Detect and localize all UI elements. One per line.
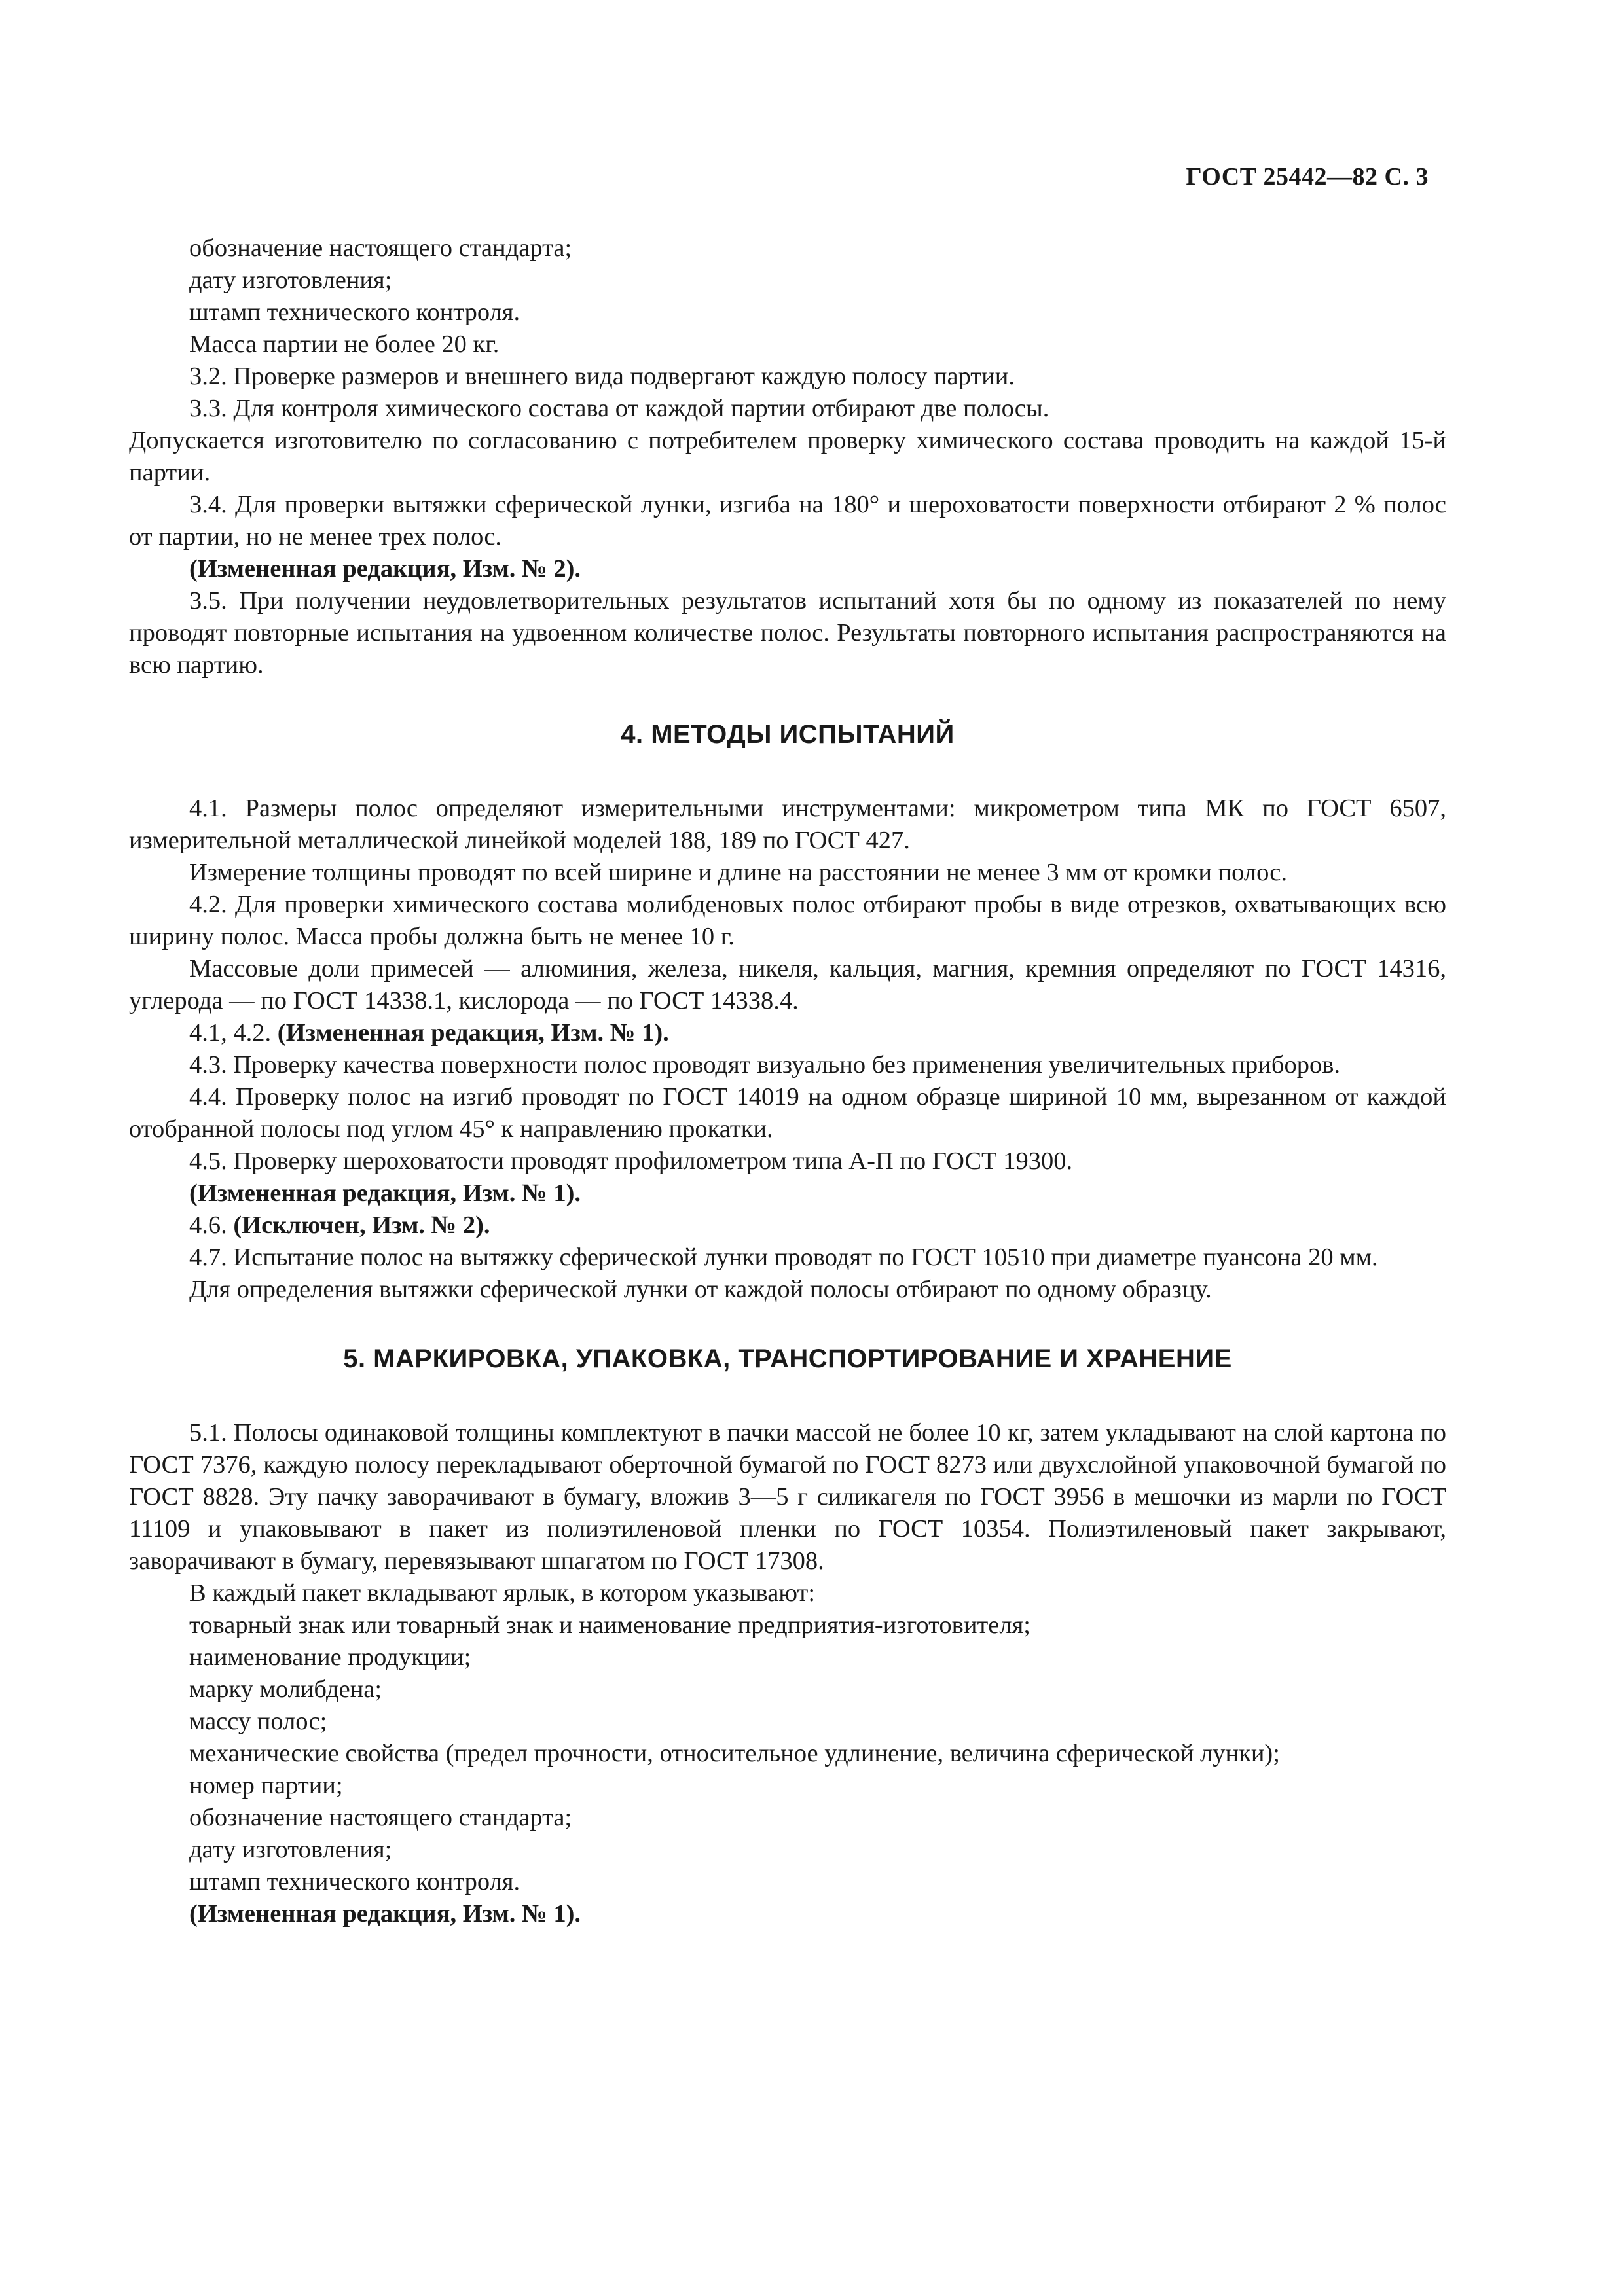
clause-ref: 4.6. xyxy=(189,1211,227,1239)
clause-4-6 xyxy=(129,1210,1446,1242)
revision-text: (Измененная редакция, Изм. № 1). xyxy=(277,1019,669,1047)
revision-note xyxy=(129,1017,1446,1049)
list-item: штамп технического контроля. xyxy=(189,1868,520,1895)
list-item: обозначение настоящего стандарта; xyxy=(189,1804,572,1831)
list-item: товарный знак или товарный знак и наименование предприятия-изготовителя; xyxy=(189,1611,1030,1639)
clause-4-2: 4.2. Для проверки химического состава молибденовых полос отбирают пробы в виде отрезков, охватывающих всю ширину полос. Масса пробы должна быть не менее 10 г. xyxy=(129,891,1446,950)
list-item: дату изготовления; xyxy=(189,266,392,294)
revision-text: (Исключен, Изм. № 2). xyxy=(233,1211,490,1239)
list-item: обозначение настоящего стандарта; xyxy=(189,234,572,262)
section-title: 5. МАРКИРОВКА, УПАКОВКА, ТРАНСПОРТИРОВАНИЕ И ХРАНЕНИЕ xyxy=(343,1344,1232,1373)
paragraph: Допускается изготовителю по согласованию с потребителем проверку химического состава проводить на каждой 15-й партии. xyxy=(129,427,1446,486)
clause-3-5: 3.5. При получении неудовлетворительных результатов испытаний хотя бы по одному из показателей по нему проводят повторные испытания на удвоенном количестве полос. Результаты повторного испытания распространяются на всю партию. xyxy=(129,587,1446,679)
clause-3-2: 3.2. Проверке размеров и внешнего вида подвергают каждую полосу партии. xyxy=(189,363,1015,390)
paragraph: Измерение толщины проводят по всей ширине и длине на расстоянии не менее 3 мм от кромки полос. xyxy=(189,859,1288,886)
list-item: дату изготовления; xyxy=(189,1836,392,1863)
clause-3-4: 3.4. Для проверки вытяжки сферической лунки, изгиба на 180° и шероховатости поверхности отбирают 2 % полос от партии, но не менее трех полос. xyxy=(129,491,1446,550)
clause-4-1: 4.1. Размеры полос определяют измерительными инструментами: микрометром типа МК по ГОСТ 6507, измерительной металлической линейкой моделей 188, 189 по ГОСТ 427. xyxy=(129,795,1446,854)
list-item: марку молибдена; xyxy=(189,1676,382,1703)
clause-4-4: 4.4. Проверку полос на изгиб проводят по ГОСТ 14019 на одном образце шириной 10 мм, вырезанном от каждой отобранной полосы под углом 45° к направлению прокатки. xyxy=(129,1083,1446,1143)
clause-ref: 4.1, 4.2. xyxy=(189,1019,272,1047)
paragraph: В каждый пакет вкладывают ярлык, в котором указывают: xyxy=(189,1579,816,1607)
paragraph: Для определения вытяжки сферической лунки от каждой полосы отбирают по одному образцу. xyxy=(189,1276,1212,1303)
clause-4-5: 4.5. Проверку шероховатости проводят профилометром типа А-П по ГОСТ 19300. xyxy=(189,1147,1073,1175)
paragraph: Массовые доли примесей — алюминия, железа, никеля, кальция, магния, кремния определяют по ГОСТ 14316, углерода — по ГОСТ 14338.1, кислорода — по ГОСТ 14338.4. xyxy=(129,955,1446,1014)
paragraph: Масса партии не более 20 кг. xyxy=(189,331,500,358)
page-header: ГОСТ 25442—82 С. 3 xyxy=(1186,163,1429,190)
clause-3-3: 3.3. Для контроля химического состава от каждой партии отбирают две полосы. xyxy=(189,395,1049,422)
list-item: номер партии; xyxy=(189,1772,343,1799)
list-item: массу полос; xyxy=(189,1708,327,1735)
clause-4-7: 4.7. Испытание полос на вытяжку сферической лунки проводят по ГОСТ 10510 при диаметре пуансона 20 мм. xyxy=(189,1244,1378,1271)
document-body xyxy=(129,232,1446,1930)
list-item: механические свойства (предел прочности, относительное удлинение, величина сферической лунки); xyxy=(189,1740,1280,1767)
revision-note: (Измененная редакция, Изм. № 2). xyxy=(189,555,581,583)
revision-note: (Измененная редакция, Изм. № 1). xyxy=(189,1179,581,1207)
section-title: 4. МЕТОДЫ ИСПЫТАНИЙ xyxy=(621,720,955,749)
list-item: наименование продукции; xyxy=(189,1643,471,1671)
clause-4-3: 4.3. Проверку качества поверхности полос проводят визуально без применения увеличительных приборов. xyxy=(189,1051,1341,1079)
clause-5-1: 5.1. Полосы одинаковой толщины комплектуют в пачки массой не более 10 кг, затем укладывают на слой картона по ГОСТ 7376, каждую полосу перекладывают оберточной бумагой по ГОСТ 8273 или двухслойной упаковочной бумагой по ГОСТ 8828. Эту пачку заворачивают в бумагу, вложив 3—5 г силикагеля по ГОСТ 3956 в мешочки из марли по ГОСТ 11109 и упаковывают в пакет из полиэтиленовой пленки по ГОСТ 10354. Полиэтиленовый пакет закрывают, заворачивают в бумагу, перевязывают шпагатом по ГОСТ 17308. xyxy=(129,1419,1446,1575)
list-item: штамп технического контроля. xyxy=(189,298,520,326)
revision-note: (Измененная редакция, Изм. № 1). xyxy=(189,1900,581,1928)
